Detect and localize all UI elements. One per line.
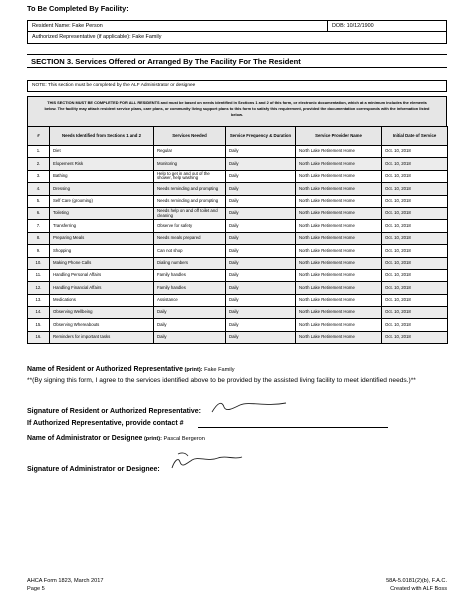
form-id: AHCA Form 1823, March 2017 [27,578,104,584]
table-cell[interactable]: North Lake Retirement Home [296,245,382,257]
table-cell[interactable]: Oct. 10, 2018 [382,294,448,306]
table-row [28,257,448,269]
table-cell[interactable]: Preparing Meals [50,232,154,244]
table-cell[interactable]: 16. [28,331,50,343]
table-row [28,294,448,306]
table-cell[interactable]: Bathing [50,170,154,182]
table-row [28,195,448,207]
services-table [27,126,448,344]
table-cell[interactable]: 1. [28,146,50,158]
column-header: Needs Identified from Sections 1 and 2 [50,127,154,146]
resident-name-field[interactable]: Resident Name: Fake Person [28,21,328,31]
table-cell[interactable]: Oct. 10, 2018 [382,158,448,170]
page-number: Page 5 [27,586,45,592]
table-cell[interactable]: Daily [226,183,296,195]
signature-admin-image [168,448,248,472]
table-cell[interactable]: 12. [28,282,50,294]
table-row [28,307,448,319]
table-cell[interactable]: Help to get in and out of the shower, help washing [154,170,226,182]
table-cell[interactable]: 3. [28,170,50,182]
table-row [28,158,448,170]
admin-name-label: Name of Administrator or Designee [27,435,143,442]
dob-field[interactable]: DOB: 10/12/1900 [332,23,374,29]
footer-right [386,577,447,593]
table-row [28,282,448,294]
table-cell[interactable]: Reminders for important tasks [50,331,154,343]
table-cell[interactable]: North Lake Retirement Home [296,331,382,343]
table-cell[interactable]: Daily [226,269,296,281]
table-cell[interactable]: Daily [226,307,296,319]
signature-rep-label: Signature of Resident or Authorized Representative: [27,408,201,415]
contact-input-line[interactable] [198,427,388,428]
table-cell[interactable]: Handling Financial Affairs [50,282,154,294]
table-cell[interactable]: Self Care (grooming) [50,195,154,207]
table-cell[interactable]: Daily [226,158,296,170]
table-row [28,220,448,232]
note-text: NOTE: This section must be completed by the ALF Administrator or designee [27,80,447,92]
table-row [28,232,448,244]
table-cell[interactable]: Daily [154,319,226,331]
table-cell[interactable]: Daily [154,331,226,343]
table-cell[interactable]: North Lake Retirement Home [296,183,382,195]
table-cell[interactable]: Medications [50,294,154,306]
section-title: SECTION 3. Services Offered or Arranged By The Facility For The Resident [27,54,447,68]
table-cell[interactable]: Toileting [50,207,154,219]
table-row [28,146,448,158]
table-cell[interactable]: Diet [50,146,154,158]
table-cell[interactable]: North Lake Retirement Home [296,220,382,232]
table-cell[interactable]: Daily [226,319,296,331]
column-header: Service Frequency & Duration [226,127,296,146]
table-cell[interactable]: 4. [28,183,50,195]
table-cell[interactable]: Oct. 10, 2018 [382,183,448,195]
instructions-text: THIS SECTION MUST BE COMPLETED FOR ALL RESIDENTS and must be based on needs identified in Sections 1 and 2 of this form, or electronic documentation, which at a minimum includes the elements below. The facility may attach resident service plans, care plans, or community living support plans to this form to satisfy this requirement, provided the documentation corresponds with the information listed below. [27,96,447,126]
signature-admin-label: Signature of Administrator or Designee: [27,466,160,473]
table-cell[interactable]: Observing Whereabouts [50,319,154,331]
table-cell[interactable]: North Lake Retirement Home [296,195,382,207]
table-cell[interactable]: Daily [226,331,296,343]
table-cell[interactable]: Daily [226,195,296,207]
table-header-row [28,127,448,146]
column-header: # [28,127,50,146]
table-cell[interactable]: Oct. 10, 2018 [382,282,448,294]
table-cell[interactable]: Oct. 10, 2018 [382,170,448,182]
table-cell[interactable]: Oct. 10, 2018 [382,307,448,319]
regulation-ref: 58A-5.0181(2)(b), F.A.C. [386,578,447,584]
table-cell[interactable]: Daily [226,146,296,158]
table-cell[interactable]: Oct. 10, 2018 [382,195,448,207]
created-with: Created with ALF Boss [390,586,447,592]
table-cell[interactable]: Dressing [50,183,154,195]
table-cell[interactable]: 7. [28,220,50,232]
contact-label: If Authorized Representative, provide contact # [27,420,184,427]
column-header: Services Needed [154,127,226,146]
table-cell[interactable]: Daily [226,170,296,182]
table-cell[interactable]: Oct. 10, 2018 [382,220,448,232]
table-cell[interactable]: Observe for safety [154,220,226,232]
table-cell[interactable]: Shopping [50,245,154,257]
table-cell[interactable]: Oct. 10, 2018 [382,245,448,257]
print-label: (print): [182,367,205,373]
table-cell[interactable]: Oct. 10, 2018 [382,232,448,244]
table-cell[interactable]: Daily [226,294,296,306]
table-cell[interactable]: Can not shop [154,245,226,257]
table-cell[interactable]: North Lake Retirement Home [296,146,382,158]
table-cell[interactable]: Oct. 10, 2018 [382,331,448,343]
table-cell[interactable]: Making Phone Calls [50,257,154,269]
table-cell[interactable]: North Lake Retirement Home [296,319,382,331]
table-cell[interactable]: Elopement Risk [50,158,154,170]
table-cell[interactable]: Handling Personal Affairs [50,269,154,281]
table-cell[interactable]: Family handles [154,282,226,294]
table-cell[interactable]: Daily [226,207,296,219]
admin-name-line [27,435,205,442]
table-cell[interactable]: 9. [28,245,50,257]
table-cell[interactable]: Dialing numbers [154,257,226,269]
table-cell[interactable]: Needs help on and off toilet and cleaning [154,207,226,219]
table-cell[interactable]: Oct. 10, 2018 [382,146,448,158]
table-cell[interactable]: Oct. 10, 2018 [382,257,448,269]
table-cell[interactable]: Oct. 10, 2018 [382,269,448,281]
table-row [28,183,448,195]
table-row [28,331,448,343]
table-cell[interactable]: 8. [28,232,50,244]
table-cell[interactable]: Family handles [154,269,226,281]
column-header: Initial Date of Service [382,127,448,146]
table-cell[interactable]: 13. [28,294,50,306]
table-cell[interactable]: Daily [226,257,296,269]
signature-rep-image [210,397,290,417]
table-row [28,170,448,182]
table-cell[interactable]: Needs meals prepared [154,232,226,244]
table-row [28,319,448,331]
page-section-title: To Be Completed By Facility: [27,4,129,13]
table-cell[interactable]: Oct. 10, 2018 [382,319,448,331]
table-cell[interactable]: 6. [28,207,50,219]
table-row [28,245,448,257]
table-cell[interactable]: Monitoring [154,158,226,170]
resident-info-row [27,20,447,32]
table-cell[interactable]: Daily [226,282,296,294]
agreement-text: **(By signing this form, I agree to the services identified above to be provided by the assisted living facility to meet identified needs.)** [27,377,416,384]
admin-print-label: (print): [142,436,164,442]
table-cell[interactable]: North Lake Retirement Home [296,294,382,306]
table-cell[interactable]: Daily [226,232,296,244]
table-cell[interactable]: North Lake Retirement Home [296,307,382,319]
table-cell[interactable]: Daily [226,245,296,257]
column-header: Service Provider Name [296,127,382,146]
table-cell[interactable]: North Lake Retirement Home [296,170,382,182]
table-cell[interactable]: Transferring [50,220,154,232]
table-cell[interactable]: 15. [28,319,50,331]
table-cell[interactable]: North Lake Retirement Home [296,232,382,244]
table-cell[interactable]: Daily [154,307,226,319]
resident-rep-name-label: Name of Resident or Authorized Representative [27,366,183,373]
table-cell[interactable]: Needs reminding and prompting [154,183,226,195]
table-cell[interactable]: North Lake Retirement Home [296,207,382,219]
authorized-rep-field[interactable]: Authorized Representative (if applicable): Fake Family [27,32,447,44]
table-cell[interactable]: Observing Wellbeing [50,307,154,319]
table-cell[interactable]: North Lake Retirement Home [296,158,382,170]
table-cell[interactable]: North Lake Retirement Home [296,269,382,281]
resident-rep-name-line [27,366,235,373]
table-cell[interactable]: Regular [154,146,226,158]
resident-rep-name-value[interactable]: Fake Family [204,367,235,373]
table-cell[interactable]: Oct. 10, 2018 [382,207,448,219]
table-cell[interactable]: Assistance [154,294,226,306]
table-cell[interactable]: North Lake Retirement Home [296,257,382,269]
table-cell[interactable]: Daily [226,220,296,232]
table-cell[interactable]: Needs reminding and prompting [154,195,226,207]
table-row [28,269,448,281]
table-cell[interactable]: North Lake Retirement Home [296,282,382,294]
table-cell[interactable]: 11. [28,269,50,281]
table-cell[interactable]: 5. [28,195,50,207]
table-cell[interactable]: 10. [28,257,50,269]
table-cell[interactable]: 2. [28,158,50,170]
table-row [28,207,448,219]
table-cell[interactable]: 14. [28,307,50,319]
admin-name-value[interactable]: Pascal Bergeron [163,436,205,442]
footer-left [27,577,103,593]
